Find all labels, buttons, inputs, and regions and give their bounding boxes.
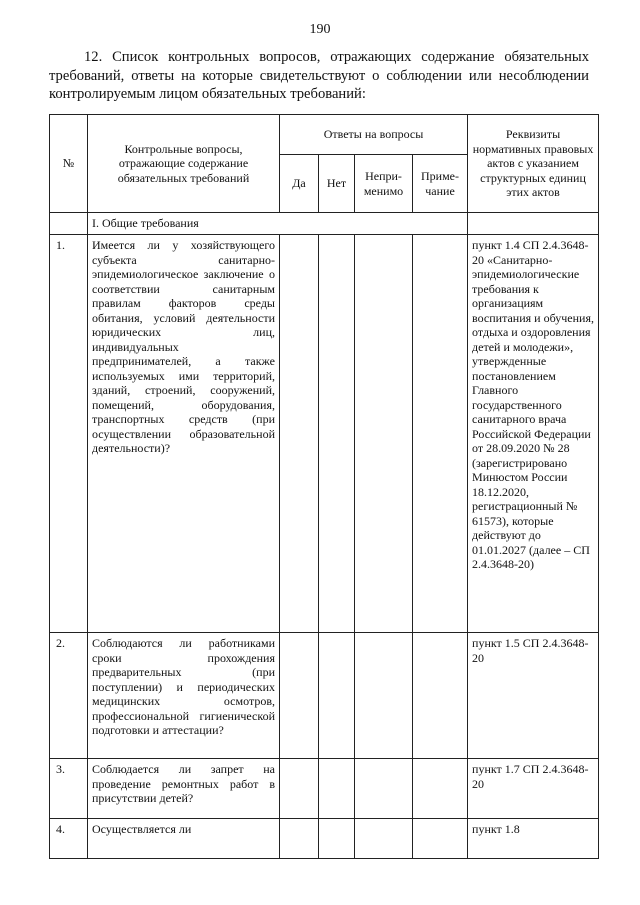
header-answers: Ответы на вопросы bbox=[280, 115, 468, 155]
table-row bbox=[50, 819, 599, 859]
header-number: № bbox=[50, 115, 88, 213]
row-question: Соблюдается ли запрет на проведение ремонтных работ в присутствии детей? bbox=[88, 759, 280, 819]
row-reference: пункт 1.7 СП 2.4.3648-20 bbox=[468, 759, 599, 819]
header-yes: Да bbox=[280, 155, 319, 213]
row-number: 1. bbox=[50, 235, 88, 633]
section-ref-cell bbox=[468, 213, 599, 235]
row-question: Соблюдаются ли работниками сроки прохождения предварительных (при поступлении) и периодических медицинских осмотров, профессиональной гигиенической подготовки и аттестации? bbox=[88, 633, 280, 759]
section-title: I. Общие требования bbox=[88, 213, 468, 235]
answer-not-applicable-cell[interactable] bbox=[355, 759, 413, 819]
answer-note-cell[interactable] bbox=[413, 633, 468, 759]
answer-not-applicable-cell[interactable] bbox=[355, 235, 413, 633]
answer-no-cell[interactable] bbox=[319, 819, 355, 859]
answer-yes-cell[interactable] bbox=[280, 759, 319, 819]
table-row bbox=[50, 759, 599, 819]
intro-paragraph bbox=[49, 48, 589, 104]
header-note: Приме-чание bbox=[413, 155, 468, 213]
header-row-top bbox=[50, 115, 599, 155]
row-reference: пункт 1.8 bbox=[468, 819, 599, 859]
answer-note-cell[interactable] bbox=[413, 759, 468, 819]
row-number: 4. bbox=[50, 819, 88, 859]
checklist-table bbox=[49, 114, 599, 859]
table-row bbox=[50, 235, 599, 633]
row-reference: пункт 1.4 СП 2.4.3648-20 «Санитарно-эпидемиологические требования к организациям воспитания и обучения, отдыха и оздоровления детей и молодежи», утвержденные постановлением Главного государственного санитарного врача Российской Федерации от 28.09.2020 № 28 (зарегистрировано Минюстом России 18.12.2020, регистрационный № 61573), которые действуют до 01.01.2027 (далее – СП 2.4.3648-20) bbox=[468, 235, 599, 633]
answer-no-cell[interactable] bbox=[319, 759, 355, 819]
row-number: 2. bbox=[50, 633, 88, 759]
answer-no-cell[interactable] bbox=[319, 235, 355, 633]
row-question: Осуществляется ли bbox=[88, 819, 280, 859]
answer-yes-cell[interactable] bbox=[280, 235, 319, 633]
section-row bbox=[50, 213, 599, 235]
row-question: Имеется ли у хозяйствующего субъекта санитарно-эпидемиологическое заключение о соответствии санитарным правилам факторов среды обитания, условий деятельности юридических лиц, индивидуальных предпринимателей, а также используемых ими территорий, зданий, строений, сооружений, помещений, оборудования, транспортных средств (при осуществлении образовательной деятельности)? bbox=[88, 235, 280, 633]
row-number: 3. bbox=[50, 759, 88, 819]
header-not-applicable: Непри-менимо bbox=[355, 155, 413, 213]
answer-not-applicable-cell[interactable] bbox=[355, 633, 413, 759]
answer-no-cell[interactable] bbox=[319, 633, 355, 759]
table-row bbox=[50, 633, 599, 759]
header-questions: Контрольные вопросы, отражающие содержание обязательных требований bbox=[88, 115, 280, 213]
answer-yes-cell[interactable] bbox=[280, 633, 319, 759]
answer-note-cell[interactable] bbox=[413, 235, 468, 633]
section-number-cell bbox=[50, 213, 88, 235]
intro-text: 12. Список контрольных вопросов, отражающих содержание обязательных требований, ответы на которые свидетельствуют о соблюдении или несоблюдении контролируемым лицом обязательных требований: bbox=[49, 49, 589, 102]
answer-note-cell[interactable] bbox=[413, 819, 468, 859]
answer-not-applicable-cell[interactable] bbox=[355, 819, 413, 859]
row-reference: пункт 1.5 СП 2.4.3648-20 bbox=[468, 633, 599, 759]
header-no: Нет bbox=[319, 155, 355, 213]
answer-yes-cell[interactable] bbox=[280, 819, 319, 859]
header-requisites: Реквизиты нормативных правовых актов с указанием структурных единиц этих актов bbox=[468, 115, 599, 213]
page-number: 190 bbox=[309, 22, 331, 37]
